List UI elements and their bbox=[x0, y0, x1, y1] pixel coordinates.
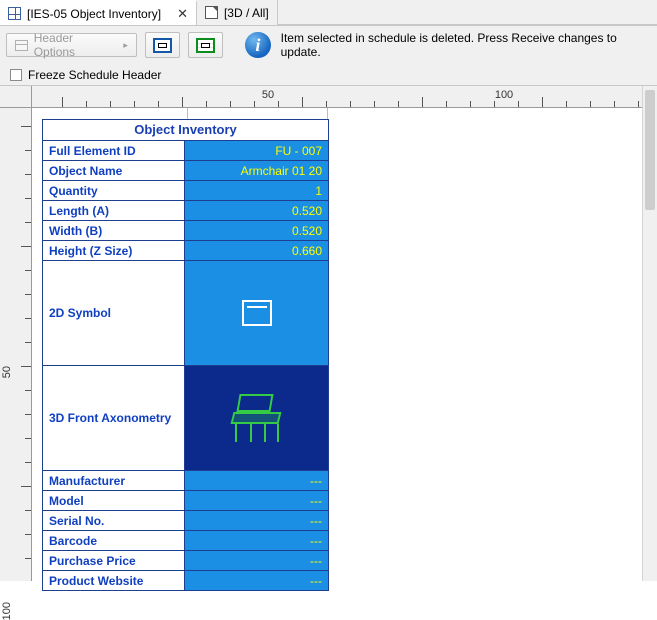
ruler-corner bbox=[0, 86, 32, 108]
row-value: 1 bbox=[185, 181, 328, 200]
toolbar bbox=[0, 26, 657, 64]
fit-selection-button[interactable] bbox=[188, 32, 223, 58]
table-row[interactable] bbox=[43, 201, 328, 221]
freeze-schedule-header-checkbox[interactable] bbox=[10, 69, 22, 81]
table-row[interactable] bbox=[43, 551, 328, 571]
armchair-3d-axonometry-icon bbox=[230, 394, 284, 442]
fit-to-window-button[interactable] bbox=[145, 32, 180, 58]
freeze-schedule-header-label: Freeze Schedule Header bbox=[28, 67, 162, 82]
row-label: Length (A) bbox=[43, 201, 185, 220]
chevron-right-icon: ▸ bbox=[123, 39, 128, 50]
ruler-label-v-1: 100 bbox=[1, 602, 13, 620]
info-message: Item selected in schedule is deleted. Press Receive changes to update. bbox=[280, 31, 617, 59]
tab-bar-filler bbox=[278, 0, 657, 25]
table-row[interactable] bbox=[43, 241, 328, 261]
row-value: 0.520 bbox=[185, 201, 328, 220]
fit-to-window-icon bbox=[153, 38, 172, 53]
row-label: Full Element ID bbox=[43, 141, 185, 160]
vertical-scrollbar-thumb[interactable] bbox=[645, 90, 655, 210]
tab-label: [3D / All] bbox=[223, 5, 269, 20]
table-row[interactable] bbox=[43, 221, 328, 241]
grid-icon bbox=[8, 7, 21, 20]
table-row[interactable] bbox=[43, 471, 328, 491]
row-value: 0.520 bbox=[185, 221, 328, 240]
row-value: FU - 007 bbox=[185, 141, 328, 160]
row-label: Model bbox=[43, 491, 185, 510]
row-label: Serial No. bbox=[43, 511, 185, 530]
header-options-button[interactable] bbox=[6, 33, 137, 57]
row-label: Barcode bbox=[43, 531, 185, 550]
row-label: 3D Front Axonometry bbox=[43, 366, 185, 470]
row-label: Product Website bbox=[43, 571, 185, 590]
row-label: Quantity bbox=[43, 181, 185, 200]
row-label: 2D Symbol bbox=[43, 261, 185, 365]
page-icon bbox=[205, 6, 218, 19]
table-row[interactable] bbox=[43, 161, 328, 181]
tab-label: [IES-05 Object Inventory] bbox=[27, 6, 162, 21]
info-message-area bbox=[245, 31, 651, 59]
row-value: --- bbox=[185, 511, 328, 530]
workspace bbox=[0, 86, 657, 620]
row-value: 0.660 bbox=[185, 241, 328, 260]
table-row[interactable] bbox=[43, 141, 328, 161]
row-value: Armchair 01 20 bbox=[185, 161, 328, 180]
ruler-label-h-0: 50 bbox=[261, 89, 275, 101]
row-value-3d-axonometry bbox=[185, 366, 328, 470]
table-row[interactable] bbox=[43, 511, 328, 531]
table-row[interactable] bbox=[43, 181, 328, 201]
object-inventory-schedule[interactable] bbox=[42, 119, 329, 591]
row-value: --- bbox=[185, 491, 328, 510]
header-icon bbox=[15, 40, 28, 51]
vertical-scrollbar[interactable] bbox=[642, 86, 657, 581]
row-label: Purchase Price bbox=[43, 551, 185, 570]
header-options-label: Header Options bbox=[33, 31, 76, 59]
ruler-label-h-1: 100 bbox=[494, 89, 514, 101]
armchair-2d-symbol-icon bbox=[242, 300, 272, 326]
row-label: Manufacturer bbox=[43, 471, 185, 490]
close-icon[interactable]: ✕ bbox=[177, 6, 188, 21]
row-value: --- bbox=[185, 531, 328, 550]
freeze-schedule-header-row[interactable] bbox=[0, 64, 657, 86]
fit-selection-icon bbox=[196, 38, 215, 53]
drawing-canvas[interactable] bbox=[32, 108, 657, 588]
ruler-label-v-0: 50 bbox=[1, 366, 13, 379]
row-value: --- bbox=[185, 471, 328, 490]
table-row[interactable] bbox=[43, 571, 328, 590]
tab-object-inventory[interactable] bbox=[0, 0, 197, 25]
row-value: --- bbox=[185, 551, 328, 570]
table-row-3d-axonometry[interactable] bbox=[43, 366, 328, 471]
table-row[interactable] bbox=[43, 531, 328, 551]
vertical-ruler[interactable] bbox=[0, 108, 32, 620]
row-value-2d-symbol bbox=[185, 261, 328, 365]
tab-3d-all[interactable] bbox=[197, 0, 278, 25]
row-label: Object Name bbox=[43, 161, 185, 180]
table-row[interactable] bbox=[43, 491, 328, 511]
table-row-2d-symbol[interactable] bbox=[43, 261, 328, 366]
row-label: Width (B) bbox=[43, 221, 185, 240]
row-label: Height (Z Size) bbox=[43, 241, 185, 260]
tab-bar bbox=[0, 0, 657, 26]
schedule-title: Object Inventory bbox=[43, 120, 328, 141]
horizontal-ruler[interactable] bbox=[32, 86, 657, 108]
info-icon: i bbox=[245, 32, 270, 58]
row-value: --- bbox=[185, 571, 328, 590]
